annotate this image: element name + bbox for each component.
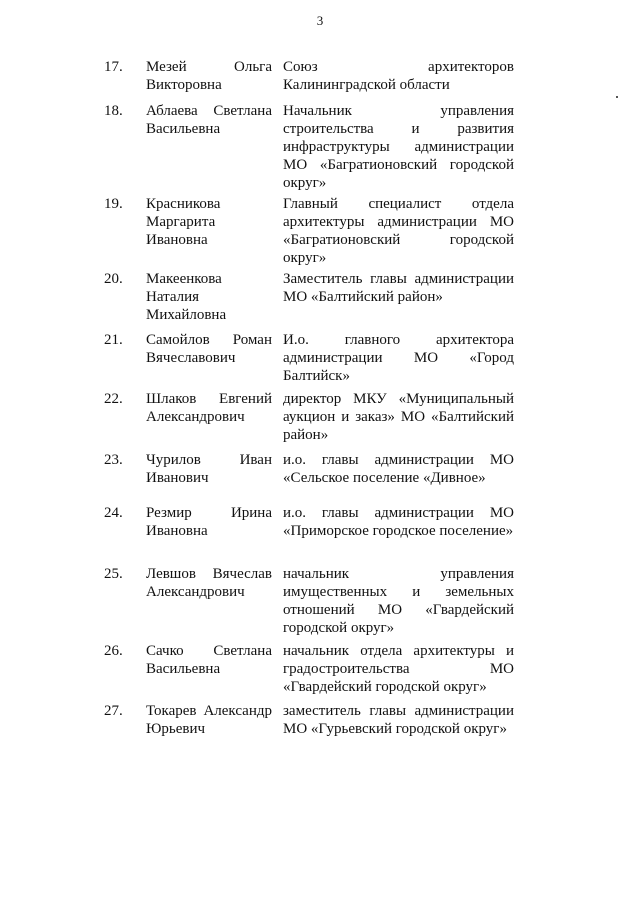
row-number: 20. [104,271,123,287]
row-number: 19. [104,196,123,212]
member-name: Красникова Маргарита Ивановна [146,196,221,248]
member-position: Заместитель главы администрации МО «Балтийский район» [283,271,514,305]
member-name: Сачко Светлана Васильевна [146,643,272,677]
member-position: Союз архитекторов Калининградской области [283,59,514,93]
member-position: Главный специалист отдела архитектуры администрации МО «Багратионовский городской округ» [283,196,514,266]
member-position: и.о. главы администрации МО «Приморское городское поселение» [283,505,514,539]
member-position: заместитель главы администрации МО «Гурьевский городской округ» [283,703,514,737]
member-name: Аблаева Светлана Васильевна [146,103,272,137]
member-name: Мезей Ольга Викторовна [146,59,272,93]
member-position: и.о. главы администрации МО «Сельское поселение «Дивное» [283,452,514,486]
member-position: начальник управления имущественных и земельных отношений МО «Гвардейский городской округ» [283,566,514,636]
member-name: Левшов Вячеслав Александрович [146,566,272,600]
row-number: 23. [104,452,123,468]
member-name: Токарев Александр Юрьевич [146,703,272,737]
member-position: И.о. главного архитектора администрации МО «Город Балтийск» [283,332,514,384]
member-name: Макеенкова Наталия Михайловна [146,271,227,323]
member-name: Шлаков Евгений Александрович [146,391,272,425]
member-position: начальник отдела архитектуры и градостроительства МО «Гвардейский городской округ» [283,643,514,695]
row-number: 21. [104,332,123,348]
member-name: Чурилов Иван Иванович [146,452,272,486]
page-number: 3 [316,13,324,28]
member-name: Самойлов Роман Вячеславович [146,332,272,366]
row-number: 22. [104,391,123,407]
margin-mark [616,96,618,98]
row-number: 25. [104,566,123,582]
row-number: 24. [104,505,123,521]
member-name: Резмир Ирина Ивановна [146,505,272,539]
row-number: 26. [104,643,123,659]
row-number: 27. [104,703,123,719]
row-number: 17. [104,59,123,75]
member-position: Начальник управления строительства и развития инфраструктуры администрации МО «Багратионовский городской округ» [283,103,514,191]
member-position: директор МКУ «Муниципальный аукцион и заказ» МО «Балтийский район» [283,391,514,443]
row-number: 18. [104,103,123,119]
